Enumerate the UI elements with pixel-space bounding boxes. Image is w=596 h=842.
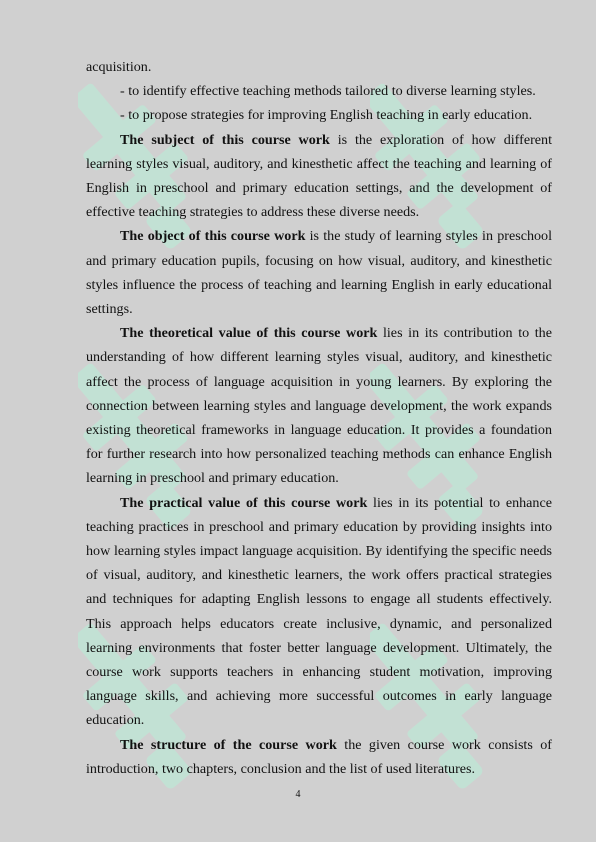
paragraph-lead: The practical value of this course work xyxy=(120,494,368,511)
paragraph-text: is the exploration of how different learning styles visual, auditory, and kinesthetic affect the teaching and learning of English in preschool and primary education settings, and the development of effective teaching strategies to address these diverse needs. xyxy=(86,131,552,221)
subject-paragraph xyxy=(86,128,552,225)
paragraph-lead: The object of this course work xyxy=(120,228,306,245)
document-body xyxy=(86,55,552,781)
structure-paragraph xyxy=(86,733,552,781)
paragraph-lead: The structure of the course work xyxy=(120,736,337,753)
page-number: 4 xyxy=(295,789,301,800)
theoretical-value-paragraph xyxy=(86,321,552,490)
paragraph-text: lies in its potential to enhance teaching practices in preschool and primary education by providing insights into how learning styles impact language acquisition. By identifying the specific needs of visual, auditory, and kinesthetic learners, the work offers practical strategies and techniques for adapting English lessons to engage all students effectively. This approach helps educators create inclusive, dynamic, and personalized learning environments that foster better language development. Ultimately, the course work supports teachers in enhancing student motivation, improving language skills, and achieving more successful outcomes in early language education. xyxy=(86,494,552,729)
objective-bullet: - to identify effective teaching methods tailored to diverse learning styles. xyxy=(120,83,536,100)
paragraph-lead: The subject of this course work xyxy=(120,131,330,148)
paragraph-text: lies in its contribution to the understanding of how different learning styles visual, auditory, and kinesthetic affect the process of language acquisition in young learners. By exploring the connection between learning styles and language development, the work expands existing theoretical frameworks in language education. It provides a foundation for further research into how personalized teaching methods can enhance English learning in preschool and primary education. xyxy=(86,325,552,487)
paragraph-text: is the study of learning styles in preschool and primary education pupils, focusing on how visual, auditory, and kinesthetic styles influence the process of teaching and learning English in early educational settings. xyxy=(86,228,553,318)
object-paragraph xyxy=(86,224,552,321)
objective-bullet: - to propose strategies for improving English teaching in early education. xyxy=(120,107,533,124)
continuation-line: acquisition. xyxy=(86,59,152,75)
paragraph-lead: The theoretical value of this course work xyxy=(120,325,378,342)
practical-value-paragraph xyxy=(86,491,552,733)
paragraph-text: the given course work consists of introduction, two chapters, conclusion and the list of used literatures. xyxy=(86,736,552,777)
